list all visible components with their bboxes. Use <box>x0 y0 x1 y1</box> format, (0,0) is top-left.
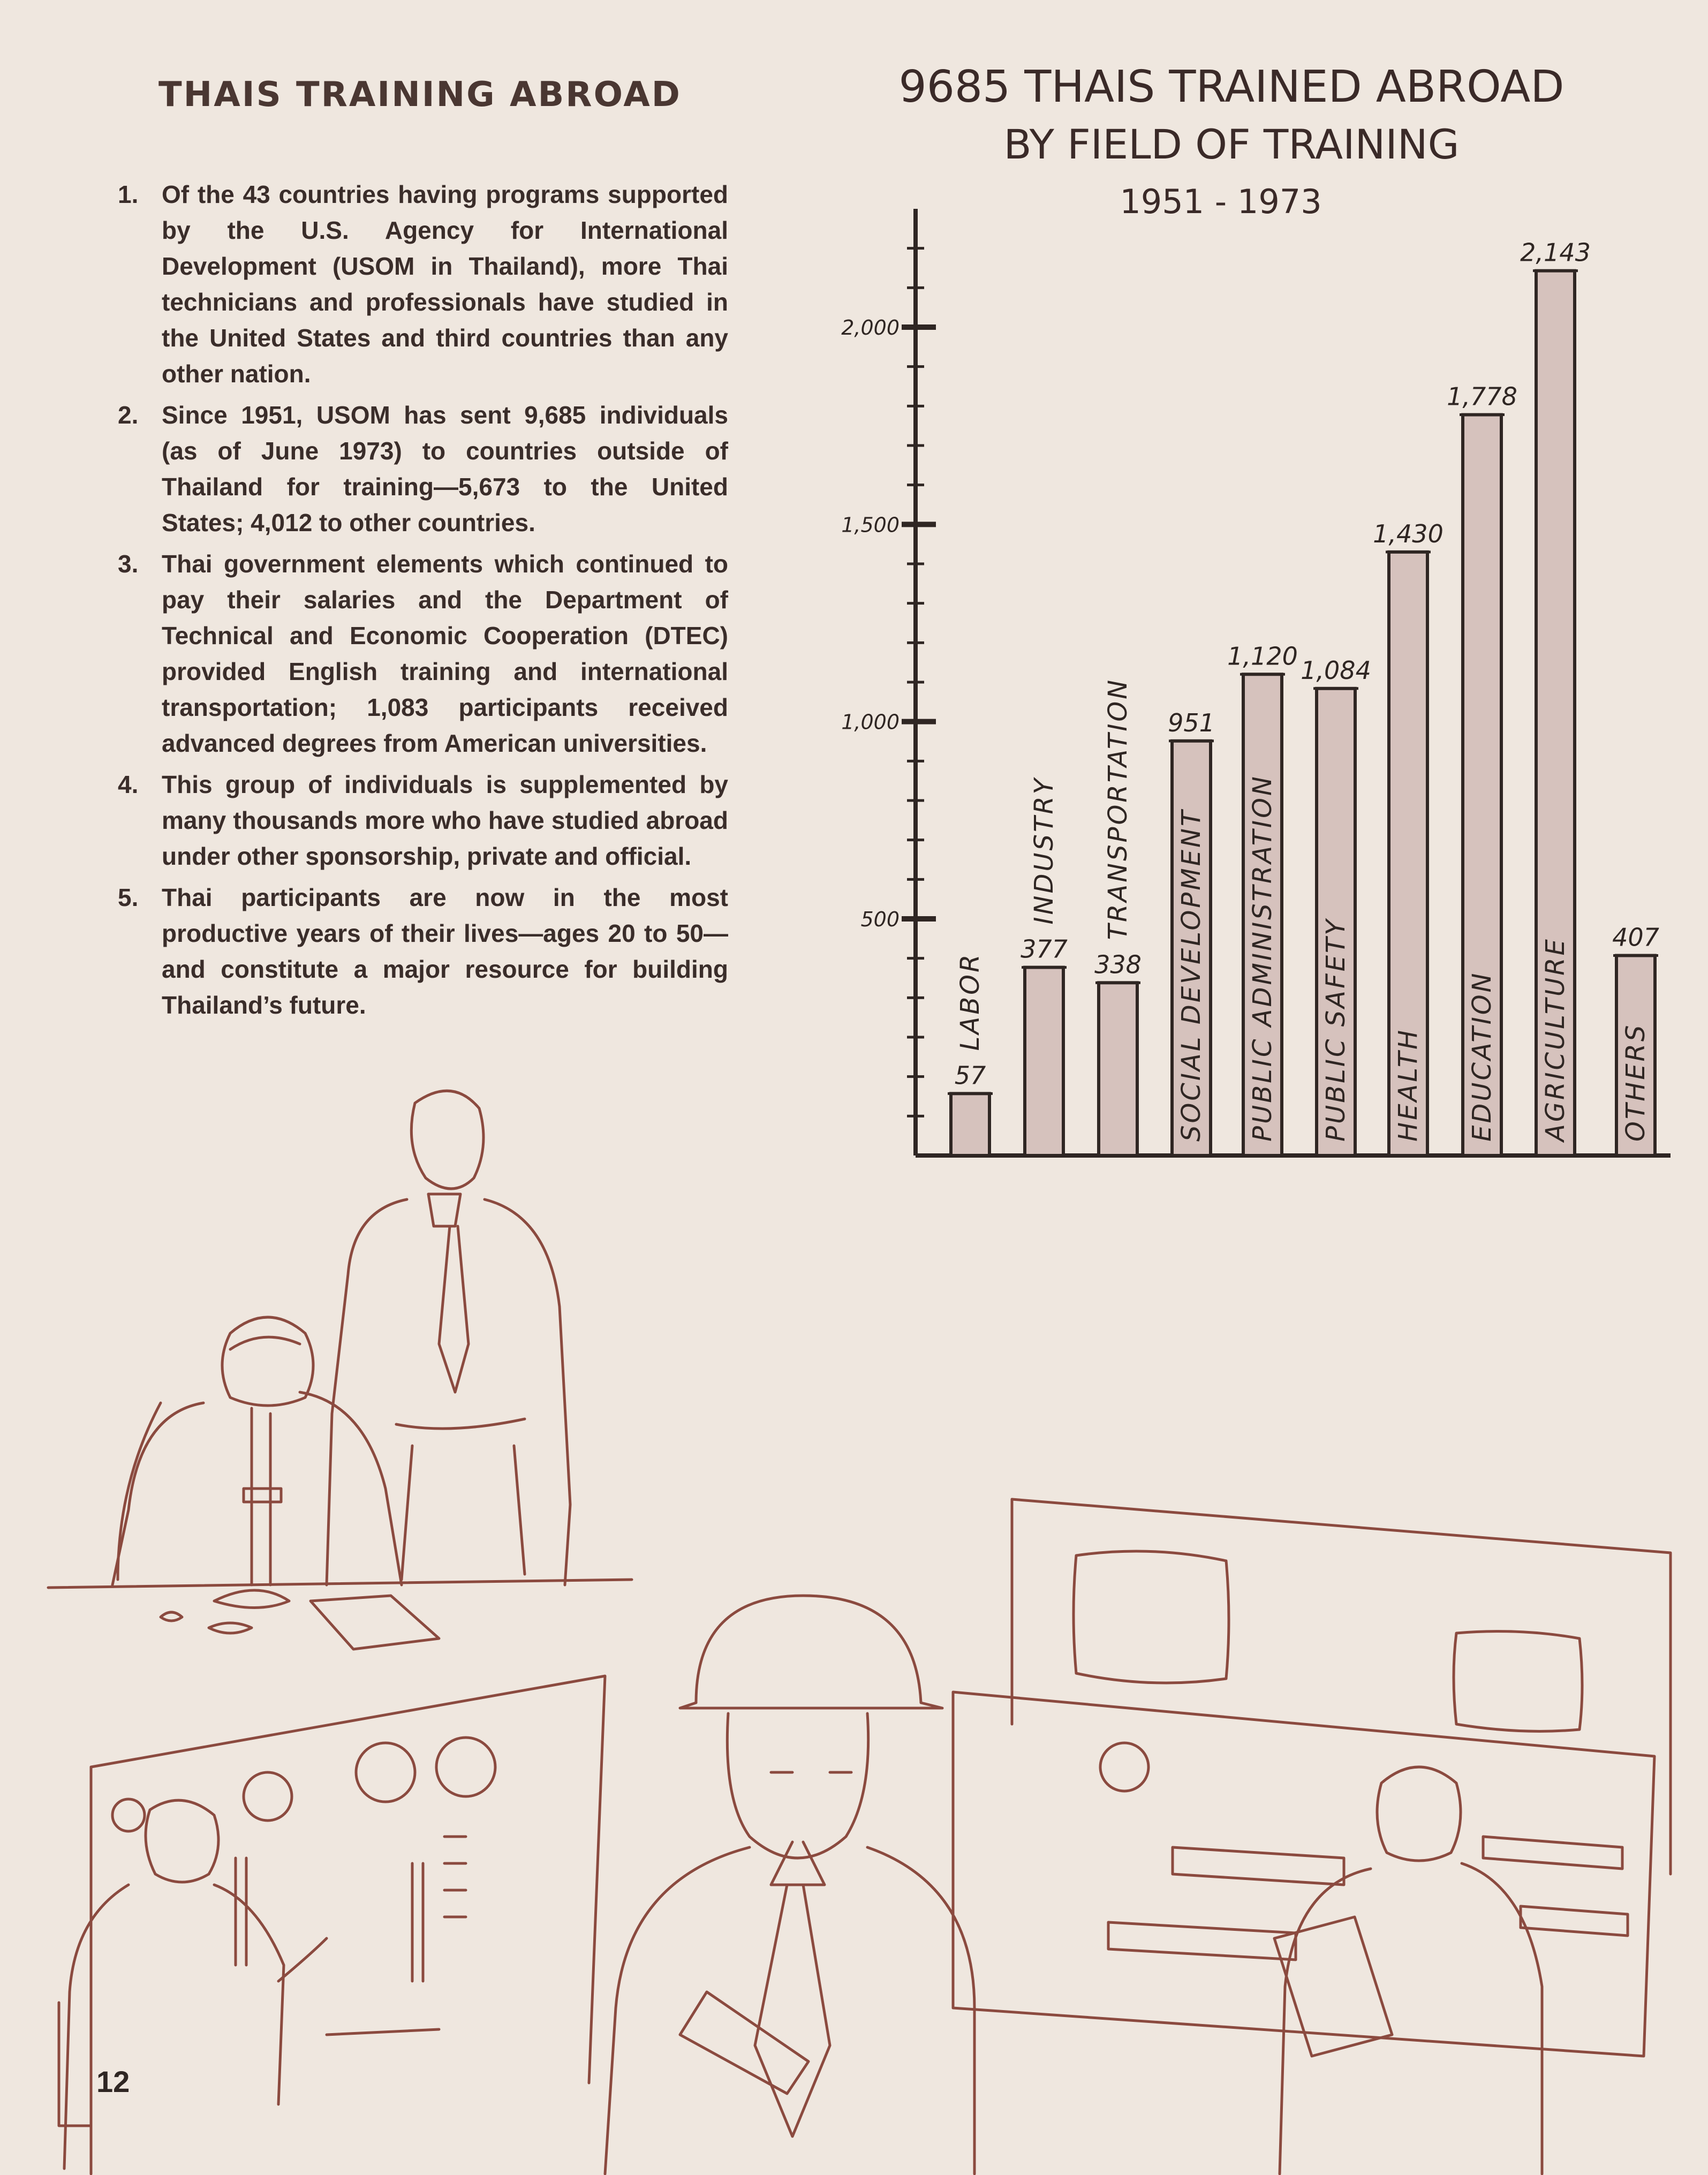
bar-value-label: 377 <box>1021 934 1068 964</box>
list-item-number: 2. <box>118 401 139 429</box>
list-item-number: 1. <box>118 180 139 208</box>
bar-value-label: 2,143 <box>1520 238 1591 267</box>
chart-subtitle: 1951 - 1973 <box>1120 182 1322 221</box>
computer-console-illustration <box>953 1499 1671 2056</box>
supervisor-illustration <box>327 1091 570 1585</box>
bar-value-label: 1,084 <box>1301 655 1371 685</box>
list-item-text: Of the 43 countries having programs supported by the U.S. Agency for International Development (USOM in Thailand), more Thai technicians and professionals have studied in the United States and third countries than any other nation. <box>162 180 728 388</box>
y-tick-label: 2,000 <box>841 316 900 339</box>
control-panel-left-illustration <box>91 1676 605 2174</box>
y-tick-label: 1,000 <box>841 710 900 734</box>
bar-value-label: 57 <box>954 1061 986 1090</box>
engineer-hard-hat-illustration <box>605 1596 974 2174</box>
chart-title-line-2: BY FIELD OF TRAINING <box>1003 120 1460 168</box>
bar-category-label: AGRICULTURE <box>1540 937 1570 1142</box>
bar-category-label: TRANSPORTATION <box>1103 677 1133 940</box>
bar-category-label: EDUCATION <box>1467 971 1497 1142</box>
technician-right-illustration <box>1274 1767 1542 2174</box>
list-item-text: This group of individuals is supplemented by many thousands more who have studied abroad under other sponsorship, private and official. <box>162 771 728 870</box>
bar-value-label: 338 <box>1094 950 1142 979</box>
list-item-number: 5. <box>118 883 139 911</box>
page-heading: THAIS TRAINING ABROAD <box>158 75 682 115</box>
list-item-number: 4. <box>118 771 139 798</box>
lab-table-line <box>48 1580 632 1588</box>
bar-value-label: 951 <box>1168 708 1215 737</box>
bar-category-label: PUBLIC SAFETY <box>1321 917 1351 1142</box>
bar-value-label: 1,430 <box>1373 519 1444 548</box>
y-tick-label: 1,500 <box>841 513 900 537</box>
y-tick-label: 500 <box>860 908 900 931</box>
bar-value-label: 1,778 <box>1447 382 1517 411</box>
list-item-text: Thai participants are now in the most productive years of their lives—ages 20 to 50—and constitute a major resource for building Thailand’s future. <box>162 883 728 1019</box>
bar-category-label: HEALTH <box>1393 1028 1423 1142</box>
bar-category-label: LABOR <box>955 952 985 1051</box>
bar-category-label: SOCIAL DEVELOPMENT <box>1176 808 1206 1142</box>
bar-category-label: PUBLIC ADMINISTRATION <box>1248 774 1278 1142</box>
list-item-number: 3. <box>118 550 139 578</box>
bar-value-label: 1,120 <box>1227 641 1298 671</box>
list-item-text: Since 1951, USOM has sent 9,685 individuals (as of June 1973) to countries outside of Thailand for training—5,673 to the United States; 4,012 to other countries. <box>162 401 728 537</box>
bar-category-label: INDUSTRY <box>1029 776 1059 925</box>
list-item-text: Thai government elements which continued to pay their salaries and the Department of Technical and Economic Cooperation (DTEC) provided English training and international transportation; 1,083 participants received advanced degrees from American universities. <box>162 550 728 757</box>
chart-title-line-1: 9685 THAIS TRAINED ABROAD <box>898 62 1565 112</box>
page-number: 12 <box>96 2065 130 2098</box>
student-microscope-illustration <box>112 1317 439 1649</box>
bar-value-label: 407 <box>1612 923 1659 952</box>
bar-category-label: OTHERS <box>1621 1023 1651 1142</box>
technician-left-illustration <box>59 1800 327 2169</box>
